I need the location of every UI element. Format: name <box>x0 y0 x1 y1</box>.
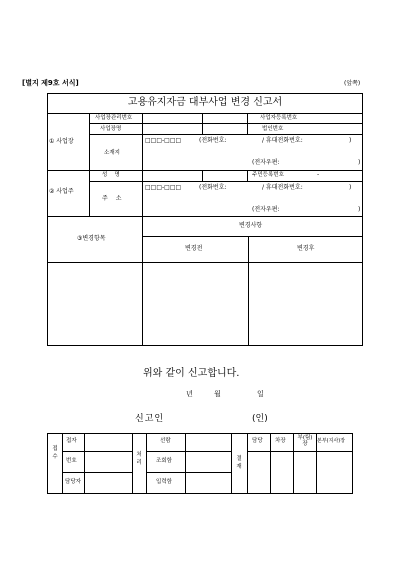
mgmt-no-label: 사업장관리번호 <box>95 115 133 121</box>
approval-item-1: 차장 <box>275 438 286 444</box>
phone-close-paren: ) <box>349 137 352 144</box>
section2-label: ② 사업주 <box>49 188 74 195</box>
receipt-item-0: 접자 <box>66 438 77 444</box>
owner-phone-label: (전화번호: <box>199 184 227 191</box>
change-details-label: 변경사항 <box>239 222 263 229</box>
approval-label: 결재 <box>236 456 242 470</box>
reporter-label: 신고인 <box>135 414 165 424</box>
form-title: 고용유지자금 대부사업 변경 신고서 <box>127 97 283 108</box>
reporter-seal: (인) <box>252 414 268 424</box>
after-change-label: 변경후 <box>297 245 315 252</box>
processing-label: 처리 <box>136 452 142 466</box>
owner-postal-code-boxes: □□□-□□□ <box>145 184 182 191</box>
mobile-label: / 휴대전화번호: <box>262 137 303 144</box>
section1-label: ① 사업장 <box>49 138 74 145</box>
owner-email-label: (전자우편: <box>252 206 280 213</box>
date-day: 일 <box>257 390 264 398</box>
email-label: (전자우편: <box>252 159 280 166</box>
resident-no-dash: - <box>317 171 320 178</box>
processing-item-2: 입력함 <box>156 479 172 485</box>
owner-address-label: 주 소 <box>102 195 122 202</box>
owner-mobile-label: / 휴대전화번호: <box>262 184 303 191</box>
date-year: 년 <box>186 390 193 398</box>
processing-item-0: 선람 <box>160 438 171 444</box>
date-month: 월 <box>214 390 221 398</box>
business-name-label: 사업장명 <box>100 126 122 132</box>
phone-label: (전화번호: <box>199 137 227 144</box>
resident-no-label: 주민등록번호 <box>252 172 284 178</box>
page-side-label: (앞쪽) <box>344 80 361 87</box>
owner-email-close-paren: ) <box>358 206 361 213</box>
approval-item-3: 본부(지사)장 <box>317 438 346 444</box>
email-close-paren: ) <box>358 159 361 166</box>
before-change-label: 변경전 <box>185 245 203 252</box>
form-number-label: [별지 제9호 서식] <box>22 79 79 87</box>
approval-item-2: 부(팀)장 <box>297 435 313 447</box>
owner-phone-close-paren: ) <box>349 184 352 191</box>
reg-no-label: 사업자등록번호 <box>260 115 298 121</box>
postal-code-boxes: □□□-□□□ <box>145 137 182 144</box>
approval-item-0: 담당 <box>252 438 263 444</box>
declaration-text: 위와 같이 신고합니다. <box>143 368 240 379</box>
owner-name-label: 성 명 <box>102 172 120 178</box>
receipt-label: 접수 <box>52 446 58 460</box>
section3-label: ③변경항목 <box>77 235 106 242</box>
form-table <box>47 93 363 346</box>
receipt-item-2: 담당자 <box>65 479 81 485</box>
address-label: 소재지 <box>104 150 120 156</box>
receipt-item-1: 번호 <box>66 458 77 464</box>
processing-item-1: 조회함 <box>156 458 172 464</box>
corp-no-label: 법인번호 <box>262 126 284 132</box>
